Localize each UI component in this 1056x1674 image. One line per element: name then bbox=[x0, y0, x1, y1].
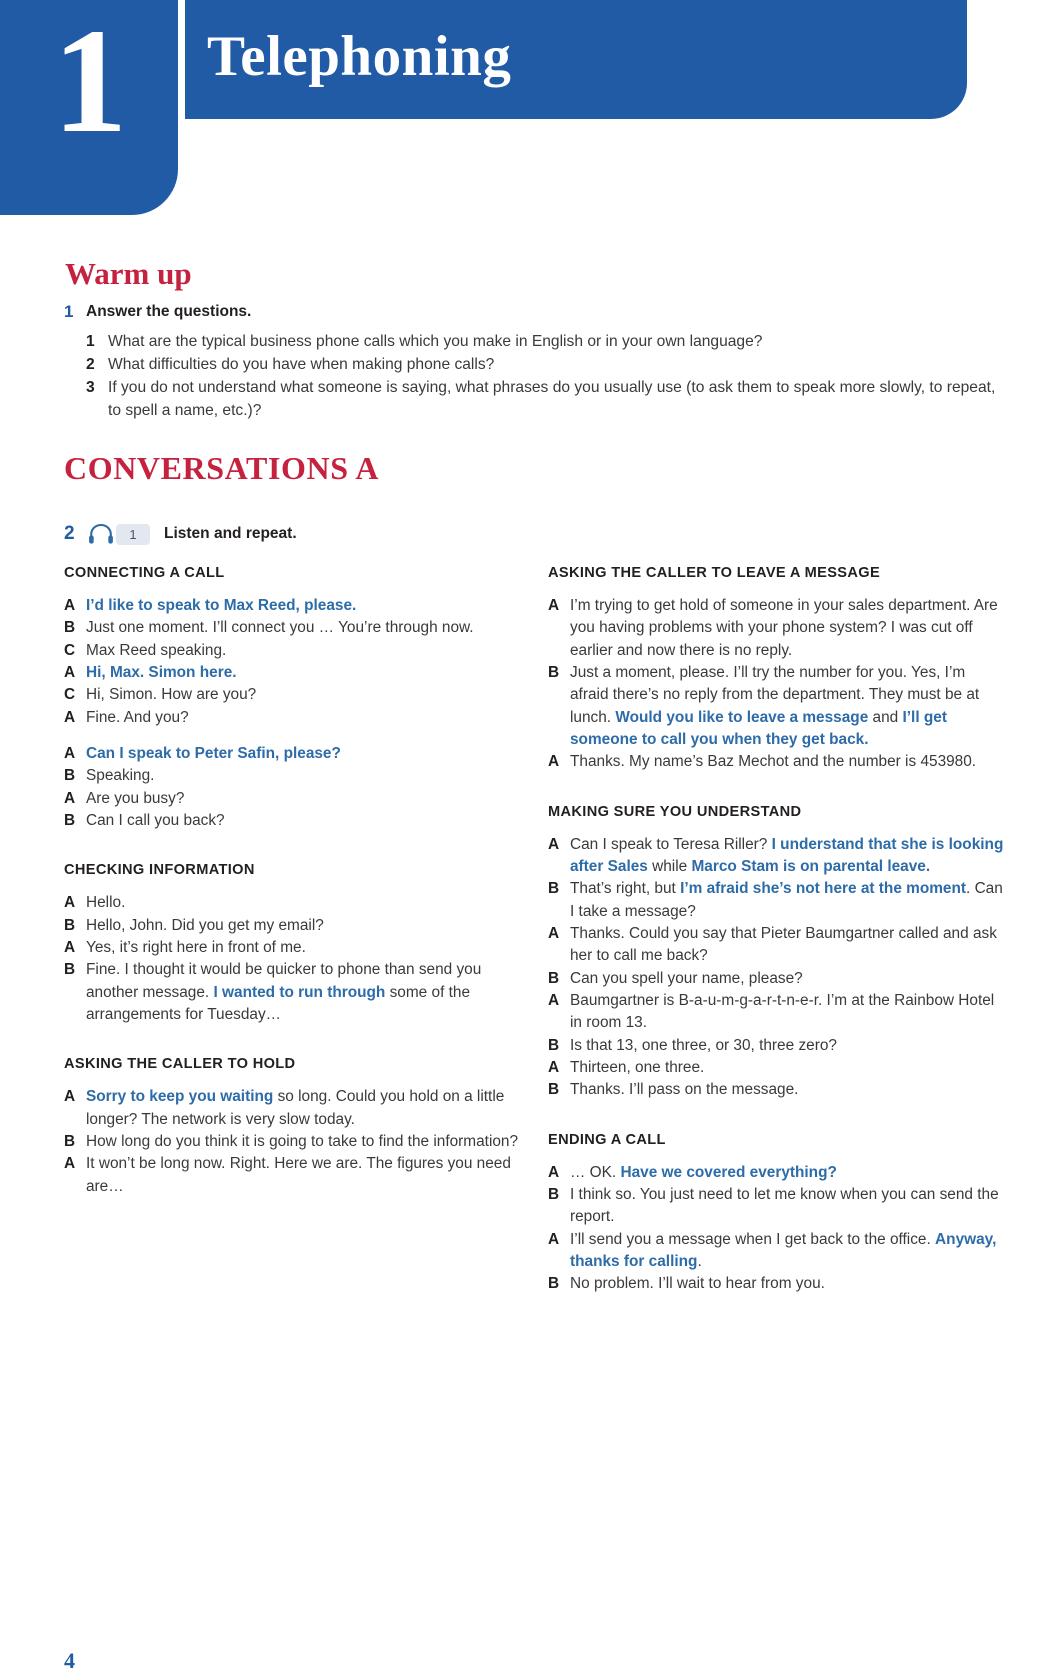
utterance-text bbox=[570, 1229, 1006, 1274]
dialogue-line bbox=[548, 595, 1006, 662]
dialogue bbox=[548, 595, 1006, 774]
speaker-label: C bbox=[64, 641, 76, 659]
utterance-text bbox=[86, 662, 522, 684]
dialogue-line bbox=[64, 959, 522, 1026]
chapter-number-block bbox=[0, 0, 178, 215]
question-text: If you do not understand what someone is saying, what phrases do you usually use (to ask them to speak more slowly, to repeat, to spell a name, etc.)? bbox=[108, 379, 996, 420]
highlighted-phrase: Can I speak to Peter Safin, please? bbox=[86, 744, 341, 762]
plain-phrase: Can I call you back? bbox=[86, 811, 225, 829]
speaker-label: B bbox=[64, 1132, 76, 1150]
highlighted-phrase: I’d like to speak to Max Reed, please. bbox=[86, 597, 357, 614]
plain-phrase: It won’t be long now. Right. Here we are. The figures you need are… bbox=[86, 1155, 511, 1195]
plain-phrase: Thanks. My name’s Baz Mechot and the number is 453980. bbox=[570, 753, 977, 771]
plain-phrase: . Can I take a message? bbox=[570, 880, 1003, 920]
speaker-label: A bbox=[548, 924, 560, 942]
speaker-label: B bbox=[64, 619, 76, 637]
utterance-text bbox=[86, 765, 522, 787]
question-text: What are the typical business phone calls which you make in English or in your own language? bbox=[108, 333, 763, 350]
plain-phrase: Fine. I thought it would be quicker to phone than send you another message. bbox=[86, 961, 482, 1001]
plain-phrase: Can you spell your name, please? bbox=[570, 969, 803, 987]
dialogue-line bbox=[64, 915, 522, 937]
utterance-text bbox=[570, 990, 1006, 1035]
speaker-label: A bbox=[548, 597, 560, 614]
dialogue-line bbox=[548, 751, 1006, 773]
plain-phrase: Max Reed speaking. bbox=[86, 641, 227, 659]
right-column bbox=[548, 565, 1006, 1326]
dialogue-line bbox=[548, 878, 1006, 923]
plain-phrase: Thanks. I’ll pass on the message. bbox=[570, 1081, 799, 1099]
plain-phrase: Fine. And you? bbox=[86, 708, 189, 726]
speaker-label: A bbox=[64, 744, 76, 762]
section-heading: MAKING SURE YOU UNDERSTAND bbox=[548, 803, 802, 820]
utterance-text bbox=[86, 959, 522, 1026]
plain-phrase: Hi, Simon. How are you? bbox=[86, 686, 257, 704]
utterance-text bbox=[86, 1153, 522, 1198]
page-number: 4 bbox=[64, 1648, 75, 1673]
exercise-2 bbox=[64, 522, 297, 546]
dialogue-line bbox=[64, 1131, 522, 1153]
dialogue bbox=[548, 1162, 1006, 1296]
speaker-label: A bbox=[64, 663, 76, 681]
chapter-number: 1 bbox=[52, 0, 126, 164]
headphones-icon bbox=[88, 523, 114, 545]
exercise-1-instruction: Answer the questions. bbox=[86, 303, 252, 320]
dialogue-line bbox=[64, 810, 522, 832]
utterance-text bbox=[570, 968, 1006, 990]
speaker-label: B bbox=[548, 1036, 560, 1054]
dialogue-line bbox=[548, 1184, 1006, 1229]
dialogue bbox=[64, 892, 522, 1026]
plain-phrase: I think so. You just need to let me know when you can send the report. bbox=[570, 1185, 999, 1226]
dialogue-line bbox=[64, 1086, 522, 1131]
speaker-label: B bbox=[64, 916, 76, 934]
utterance-text bbox=[86, 788, 522, 810]
utterance-text bbox=[570, 1079, 1006, 1101]
utterance-text bbox=[86, 892, 522, 914]
dialogue-line bbox=[64, 1153, 522, 1198]
dialogue-line bbox=[64, 684, 522, 706]
utterance-text bbox=[86, 1131, 522, 1153]
speaker-label: B bbox=[548, 1185, 560, 1203]
plain-phrase: Thanks. Could you say that Pieter Baumgartner called and ask her to call me back? bbox=[570, 924, 997, 965]
highlighted-phrase: Hi, Max. Simon here. bbox=[86, 663, 237, 681]
question-text: What difficulties do you have when making phone calls? bbox=[108, 356, 495, 374]
speaker-label: A bbox=[64, 1088, 76, 1106]
speaker-label: A bbox=[64, 894, 76, 912]
utterance-text bbox=[86, 640, 522, 662]
speaker-label: A bbox=[64, 789, 76, 807]
plain-phrase: Just one moment. I’ll connect you … You’re through now. bbox=[86, 619, 474, 637]
dialogue-line bbox=[548, 1079, 1006, 1101]
list-item bbox=[86, 353, 1006, 376]
dialogue-line bbox=[548, 990, 1006, 1035]
plain-phrase: Are you busy? bbox=[86, 789, 185, 807]
dialogue bbox=[64, 743, 522, 832]
audio-track-chip[interactable] bbox=[88, 522, 150, 546]
section-heading: CHECKING INFORMATION bbox=[64, 862, 255, 879]
conversations-columns bbox=[64, 565, 1006, 1326]
section-heading: ASKING THE CALLER TO LEAVE A MESSAGE bbox=[548, 565, 881, 581]
plain-phrase: while bbox=[647, 857, 692, 875]
conversations-heading: CONVERSATIONS A bbox=[64, 450, 380, 486]
dialogue-line bbox=[64, 765, 522, 787]
utterance-text bbox=[570, 834, 1006, 879]
speaker-label: A bbox=[64, 708, 76, 726]
plain-phrase: Baumgartner is B-a-u-m-g-a-r-t-n-e-r. I’m at the Rainbow Hotel in room 13. bbox=[570, 991, 995, 1032]
highlighted-phrase: Anyway, thanks for calling bbox=[570, 1230, 997, 1270]
dialogue-line bbox=[64, 892, 522, 914]
speaker-label: B bbox=[548, 969, 560, 987]
utterance-text bbox=[86, 743, 522, 765]
highlighted-phrase: I’ll get someone to call you when they get back. bbox=[570, 708, 947, 748]
list-item bbox=[86, 330, 1006, 353]
speaker-label: B bbox=[548, 1275, 560, 1293]
plain-phrase: I’ll send you a message when I get back to the office. bbox=[570, 1230, 936, 1248]
utterance-text bbox=[570, 1162, 1006, 1184]
left-column bbox=[64, 565, 522, 1326]
speaker-label: A bbox=[64, 597, 76, 614]
utterance-text bbox=[570, 1057, 1006, 1079]
question-number: 3 bbox=[86, 379, 95, 397]
plain-phrase: No problem. I’ll wait to hear from you. bbox=[570, 1275, 825, 1293]
speaker-label: B bbox=[64, 811, 76, 829]
audio-track-number: 1 bbox=[116, 524, 150, 545]
speaker-label: A bbox=[64, 938, 76, 956]
dialogue bbox=[548, 834, 1006, 1102]
warm-up-question-list bbox=[86, 330, 1006, 422]
plain-phrase: Just a moment, please. I’ll try the number for you. Yes, I’m afraid there’s no reply from the department. They must be at lunch. bbox=[570, 663, 980, 726]
dialogue bbox=[64, 595, 522, 729]
plain-phrase: Yes, it’s right here in front of me. bbox=[86, 938, 306, 956]
section-heading: ENDING A CALL bbox=[548, 1131, 666, 1148]
question-number: 1 bbox=[86, 333, 95, 350]
utterance-text bbox=[570, 878, 1006, 923]
utterance-text bbox=[570, 595, 1006, 662]
dialogue-line bbox=[548, 834, 1006, 879]
list-item bbox=[86, 376, 1006, 422]
highlighted-phrase: Marco Stam is on parental leave. bbox=[691, 857, 931, 875]
speaker-label: B bbox=[64, 767, 76, 785]
page-title: Telephoning bbox=[207, 25, 512, 88]
dialogue-line bbox=[64, 662, 522, 684]
chapter-title-bar bbox=[185, 0, 967, 119]
section-heading: CONNECTING A CALL bbox=[64, 565, 225, 581]
highlighted-phrase: Would you like to leave a message bbox=[615, 708, 869, 726]
highlighted-phrase: Sorry to keep you waiting bbox=[86, 1088, 274, 1106]
speaker-label: A bbox=[64, 1155, 76, 1173]
dialogue-line bbox=[64, 788, 522, 810]
speaker-label: A bbox=[548, 835, 560, 853]
dialogue-line bbox=[548, 1057, 1006, 1079]
plain-phrase: That’s right, but bbox=[570, 880, 681, 898]
highlighted-phrase: Have we covered everything? bbox=[620, 1163, 837, 1181]
utterance-text bbox=[86, 915, 522, 937]
plain-phrase: Thirteen, one three. bbox=[570, 1058, 705, 1076]
dialogue-line bbox=[548, 1229, 1006, 1274]
dialogue-line bbox=[64, 617, 522, 639]
utterance-text bbox=[570, 662, 1006, 751]
speaker-label: A bbox=[548, 1058, 560, 1076]
highlighted-phrase: I wanted to run through bbox=[213, 983, 386, 1001]
plain-phrase: Hello, John. Did you get my email? bbox=[86, 916, 324, 934]
utterance-text bbox=[570, 923, 1006, 968]
dialogue-line bbox=[64, 937, 522, 959]
dialogue-line bbox=[548, 662, 1006, 751]
exercise-2-instruction: Listen and repeat. bbox=[164, 525, 297, 542]
plain-phrase: Can I speak to Teresa Riller? bbox=[570, 835, 772, 853]
utterance-text bbox=[570, 751, 1006, 773]
warm-up-heading: Warm up bbox=[65, 256, 192, 291]
utterance-text bbox=[86, 1086, 522, 1131]
highlighted-phrase: I understand that she is looking after Sales bbox=[570, 835, 1004, 875]
plain-phrase: and bbox=[868, 708, 903, 726]
dialogue-line bbox=[548, 1162, 1006, 1184]
plain-phrase: so long. Could you hold on a little longer? The network is very slow today. bbox=[86, 1088, 505, 1128]
page-header bbox=[0, 0, 1056, 230]
utterance-text bbox=[86, 684, 522, 706]
plain-phrase: . bbox=[697, 1252, 702, 1270]
speaker-label: A bbox=[548, 991, 560, 1009]
question-number: 2 bbox=[86, 356, 95, 374]
dialogue-line bbox=[548, 1035, 1006, 1057]
dialogue-line bbox=[548, 968, 1006, 990]
speaker-label: B bbox=[548, 880, 560, 898]
exercise-1-number: 1 bbox=[64, 302, 74, 321]
utterance-text bbox=[570, 1273, 1006, 1295]
dialogue bbox=[64, 1086, 522, 1198]
plain-phrase: How long do you think it is going to take to find the information? bbox=[86, 1132, 519, 1150]
dialogue-line bbox=[64, 707, 522, 729]
utterance-text bbox=[86, 707, 522, 729]
utterance-text bbox=[570, 1184, 1006, 1229]
exercise-2-number: 2 bbox=[64, 523, 75, 544]
plain-phrase: I’m trying to get hold of someone in your sales department. Are you having problems with your phone system? I was cut off earlier and now there is no reply. bbox=[570, 597, 998, 659]
utterance-text bbox=[86, 595, 522, 617]
dialogue-line bbox=[548, 1273, 1006, 1295]
speaker-label: B bbox=[548, 663, 560, 681]
speaker-label: B bbox=[64, 961, 76, 979]
dialogue-line bbox=[64, 640, 522, 662]
dialogue-line bbox=[64, 743, 522, 765]
speaker-label: A bbox=[548, 753, 560, 771]
utterance-text bbox=[570, 1035, 1006, 1057]
exercise-1 bbox=[64, 302, 1004, 322]
section-heading: ASKING THE CALLER TO HOLD bbox=[64, 1056, 296, 1073]
speaker-label: B bbox=[548, 1081, 560, 1099]
plain-phrase: Hello. bbox=[86, 894, 126, 912]
plain-phrase: Is that 13, one three, or 30, three zero? bbox=[570, 1036, 837, 1054]
plain-phrase: Speaking. bbox=[86, 767, 155, 785]
speaker-label: A bbox=[548, 1163, 560, 1181]
utterance-text bbox=[86, 810, 522, 832]
dialogue-line bbox=[64, 595, 522, 617]
plain-phrase: … OK. bbox=[570, 1163, 621, 1181]
speaker-label: A bbox=[548, 1230, 560, 1248]
plain-phrase: some of the arrangements for Tuesday… bbox=[86, 983, 471, 1023]
speaker-label: C bbox=[64, 686, 76, 704]
utterance-text bbox=[86, 937, 522, 959]
dialogue-line bbox=[548, 923, 1006, 968]
utterance-text bbox=[86, 617, 522, 639]
highlighted-phrase: I’m afraid she’s not here at the moment bbox=[680, 880, 967, 898]
